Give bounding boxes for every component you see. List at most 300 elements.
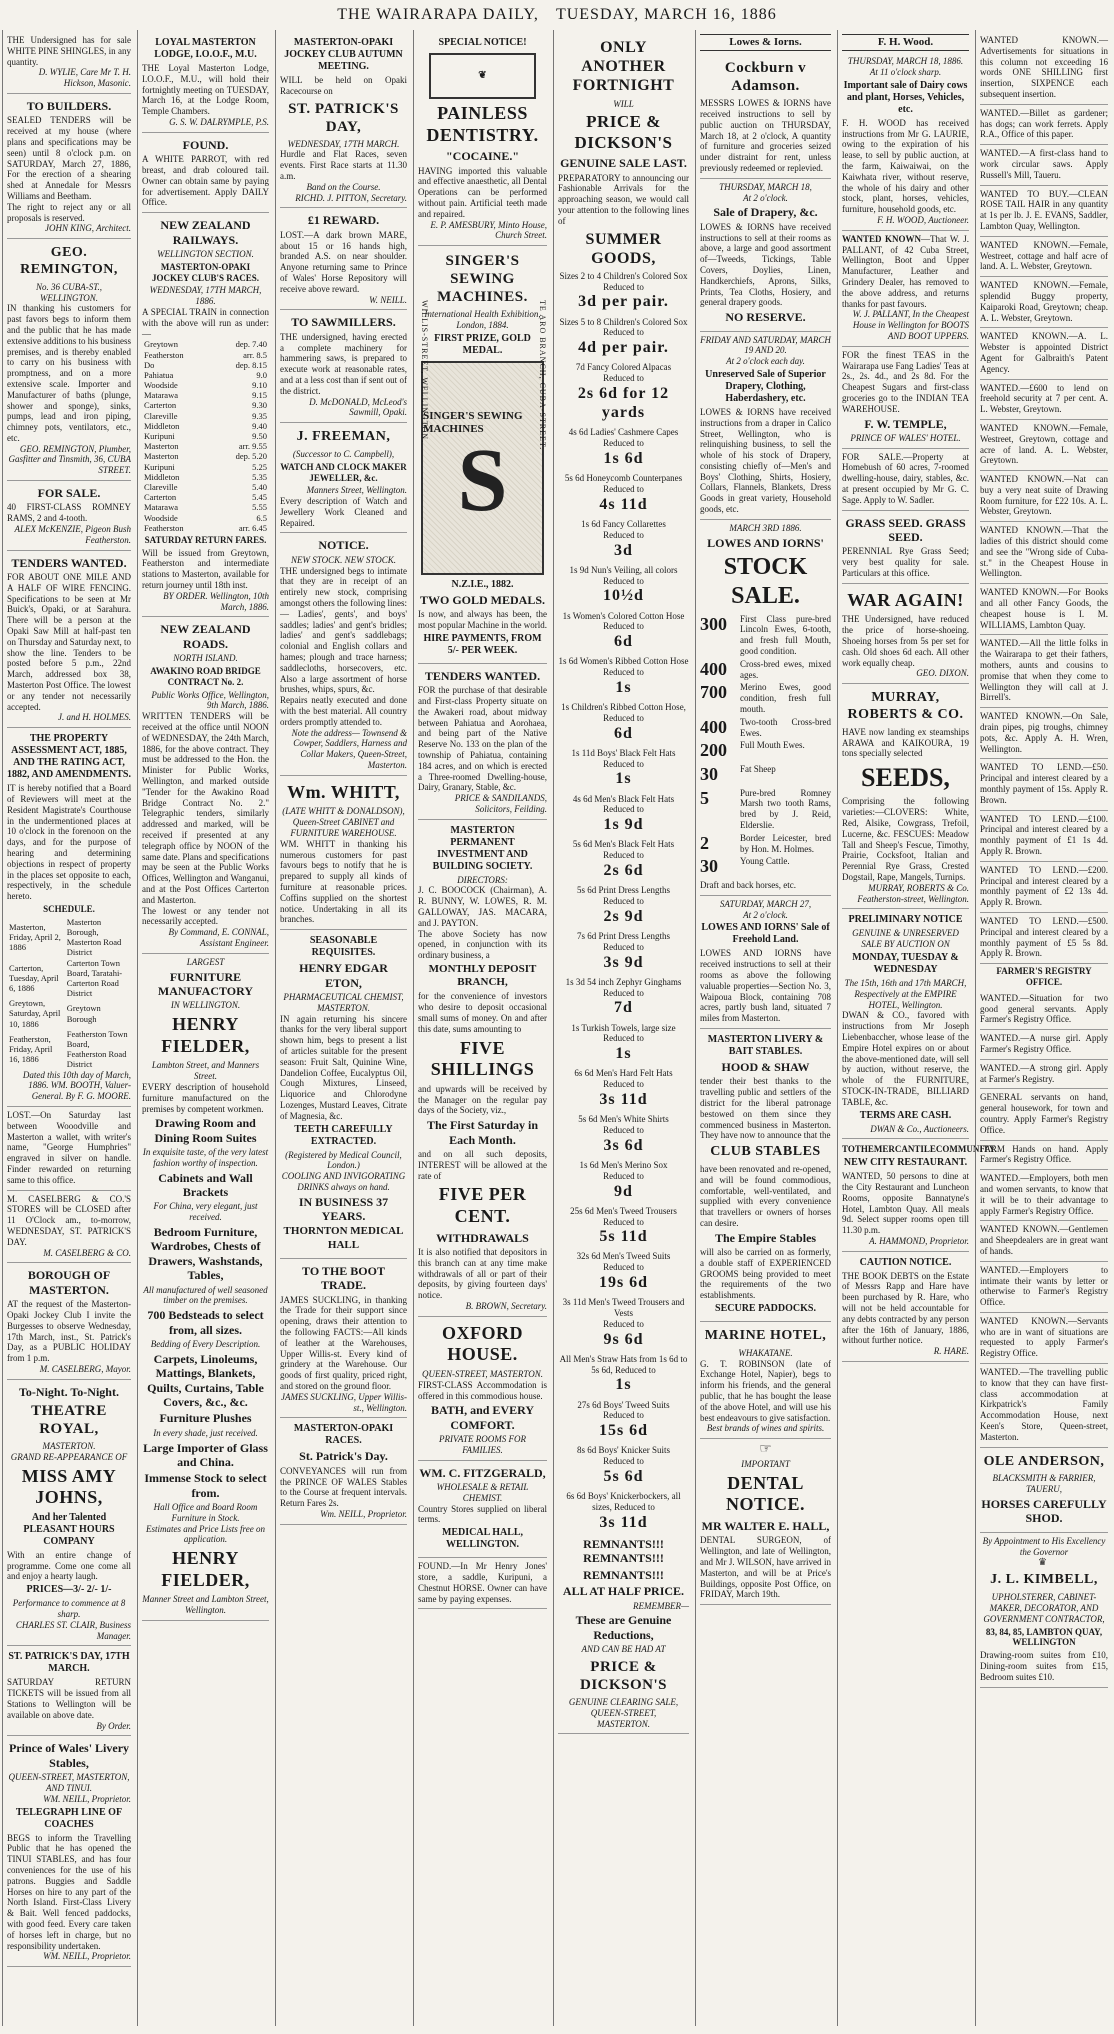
ad-date: WEDNESDAY, 17TH MARCH, 1886. [149,285,262,307]
ad-item: Drawing Room and Dining Room Suites [154,1116,257,1145]
stock-item [700,614,831,657]
ad-kicker: LARGEST [186,956,225,967]
ad-town: MASTERTON. [596,1718,651,1729]
item-price: 3s 9d [603,953,644,971]
station-time: 9.30 [252,400,267,411]
ad-text: DWAN & CO., favored with instructions from Mr Joseph Liebenbaccher, whose lease of the Empire Hotel expires on or about the above-mentioned date, will sell by auction, without reserve, the whole of the FURNITURE, STOCK-IN-TRADE, BILLIARD TABLE, &c. [842,1010,969,1107]
ad-subheading: "COCAINE." [446,149,519,164]
station-name: Featherston [144,349,184,360]
fitzgerald-ad [418,1461,547,1559]
ad-kicker: TOTHEMERCANTILECOMMUNITY. [842,1144,997,1155]
ad-date: MARCH 3RD 1886. [729,522,802,533]
item-price: 15s 6d [598,1422,649,1440]
ad-merchant: HOOD & SHAW [721,1059,810,1074]
ad-signature: RICHD. J. PITTON, Secretary. [295,192,407,203]
table-row [142,482,269,492]
table-row [142,390,269,400]
ad-text: THE undersigned begs to intimate that they are in receipt of an entirely new stock, comprising amongst others the following lines:— Ladies', gents', and boys' saddles; ladies' and gent's bridles; ladies' and gent's saddlebags; colonial and English collars and hames; plough and trace harness; saddlecloths, horsecovers, etc. Also a large assortment of horse brushes, whips, spurs, &c. [280,565,407,695]
item-price: 1s [615,678,632,696]
column-5 [553,30,693,2026]
ad-text: G. T. ROBINSON (late of Exchange Hotel, Napier), begs to inform his friends, and the general public, that he has bought the lease of the above Hotel, and will use his best endeavours to give satisfaction. [700,1358,831,1423]
schedule-heading: SCHEDULE. [43,903,95,914]
ad-item: Bedroom Furniture, Wardrobes, Chests of Drawers, Washstands, Tables, [148,1225,263,1283]
ad-half-price: ALL AT HALF PRICE. [562,1584,685,1599]
item-reduced-label: Reduced to [603,484,644,494]
ad-text: and on all such deposits, INTEREST will be allowed at the rate of [418,1148,547,1181]
ad-text: will also be carried on as formerly, a double staff of EXPERIENCED GROOMS being provided to meet the requirements of the two establishments. [700,1247,831,1301]
item-price: 2s 9d [603,907,644,925]
wanted-ad: WANTED TO LEND.—£50. Principal and interest cleared by a monthly payment of 15s. Apply R. Brown. [980,759,1108,810]
ad-signature: CHARLES ST. CLAIR, Business Manager. [15,1619,131,1641]
stock-sale-ad [700,520,831,896]
schedule-date: Featherston, Friday, April 16, 1886 [9,1033,53,1065]
stock-item [700,682,831,714]
item-price: 3s 11d [599,1513,648,1531]
ad-text: EVERY description of household furniture manufactured on the premises by competent workmen. [142,1081,269,1114]
ad-signature: PRICE & SANDILANDS, Solicitors, Feilding. [454,793,547,814]
price-list [558,271,689,1532]
schedule-date: Masterton, Friday, April 2, 1886 [9,921,61,953]
drapery-sale-ad [700,179,831,332]
price-item [558,1354,689,1395]
ad-subheading: (LATE WHITT & DONALDSON), Queen-Street CABINET and FURNITURE WAREHOUSE. [282,806,405,838]
ad-exhibition: International Health Exhibition, London, 1884. [424,309,541,330]
item-reduced-label: Reduced to [603,1170,644,1181]
wanted-ad: WANTED.—Billet as gardener; has dogs; can work ferrets. Apply R.A., Office of this paper. [980,105,1108,145]
item-description: 1s 6d Women's Ribbed Cotton Hose [558,656,689,667]
item-description: 1s Women's Colored Cotton Hose [562,610,685,621]
stock-count: 30 [700,856,718,877]
ad-signature: B. BROWN, Secretary. [465,1300,547,1311]
ad-text: SEALED TENDERS will be received at my house (where plans and specifications may be seen) until 8 o'clock p.m. on SATURDAY, March 27, 1886, For the erection of a shearing shed at Annedale for Messrs Williams and Beetham. [7,115,131,201]
ad-item-text: Bedding of Every Description. [150,1338,261,1349]
ad-merchant: HENRY FIELDER, [161,1548,250,1590]
ad-text: THE Undersigned has for sale WHITE PINE SHINGLES, in any quantity. [7,35,131,67]
station-time: dep. 8.15 [235,359,267,370]
stock-item [700,740,831,762]
ad-heading: DENTAL NOTICE. [725,1472,805,1515]
singer-side-text-right: TE ARO BRANCH, CUBA-STREET. [538,300,547,451]
item-description: 1s Children's Ribbed Cotton Hose, Reduced to [561,702,686,723]
item-price: 4d per pair. [578,339,669,357]
ad-item: TEETH CAREFULLY EXTRACTED. [294,1123,393,1147]
table-row [7,1029,131,1070]
ad-empire-stables: The Empire Stables [714,1230,817,1245]
ad-text: F. H. WOOD has received instructions from Mr G. LAURIE, owing to the expiration of his lease, to sell by public auction, at the farm, Kaiwaiwai, on the Kaiwhata river, without reserve, the whole of his dairy and other stock, plant, horses, vehicles, furniture, household goods, etc. [842,117,969,215]
wanted-ad: WANTED.—Employers to intimate their wants by letter or otherwise to Farmer's Registry Office. [980,1262,1108,1313]
ad-merchant: F. W. TEMPLE, [864,416,947,431]
item-reduced-label: Reduced to [603,529,644,540]
logo-letter: S [457,430,508,530]
ad-text: WRITTEN TENDERS will be received at the office until NOON of WEDNESDAY, the 24th March, 1886, for the above contract. They must be addressed to the Hon. the Minister for Public Works, Wellington, and marked outside "Tender for the Awakino Road Bridge Contract No. 2." Telegraphic tenders, similarly addressed and marked, will be received if presented at any telegraph office by NOON of the same date. Plans and specifications may be seen at the Public Works Offices, Wellington and Wanganui, and at the Post Offices Carterton and Masterton. [142,711,269,905]
ad-heading: ST. PATRICK'S DAY, 17TH MARCH. [8,1651,130,1675]
ad-text: THE BOOK DEBTS on the Estate of Messrs Rapp and Hare have been purchased by R. Hare, who will not be held accountable for any debts contracted by any person after the 16th of January, 1886, without further notice. [842,1270,969,1346]
tenders-wanted-ad [418,664,547,820]
kimbell-ad [980,1533,1108,1688]
stock-description: Border Leicester, bred by Hon. M. Holmes. [740,832,831,854]
oxford-house-ad [418,1317,547,1461]
schedule-date: Carterton, Tuesday, April 6, 1886 [9,962,59,993]
item-description: 1s 6d Men's Merino Sox [579,1159,668,1170]
ad-day: ST. PATRICK'S DAY, [288,100,399,135]
item-description: Sizes 5 to 8 Children's Colored Sox [559,316,688,327]
price-item [558,1400,689,1441]
item-description: 4s 6d Men's Black Felt Hats [572,793,675,804]
ad-heading: OXFORD HOUSE. [442,1322,523,1365]
station-name: Masterton [144,441,179,452]
column-6 [695,30,835,2026]
wanted-ad: WANTED.—Employers, both men and women servants, to know that it will be to their advantage to apply Farmer's Registry Office. [980,1170,1108,1221]
item-description: 27s 6d Boys' Tweed Suits [577,1399,670,1410]
item-description: 32s 6d Men's Tweed Suits [576,1251,671,1262]
ad-kicker: SPECIAL NOTICE! [438,37,527,48]
item-description: 1s 11d Boys' Black Felt Hats [571,747,676,758]
timetable [142,339,269,533]
stores-closed-ad [7,1191,131,1264]
sawmillers-ad [280,310,407,423]
schedule-district: Carterton Town Board, Taratahi-Carterton Road District [66,957,123,999]
item-price: 1s [615,1376,632,1394]
table-row [142,339,269,349]
ad-address: Manner Street and Lambton Street, Wellington. [142,1594,269,1616]
stock-description: Two-tooth Cross-bred Ewes. [740,716,831,738]
stock-item [700,833,831,855]
ad-signature: BY ORDER. Wellington, 10th March, 1886. [163,590,269,612]
ad-club: MASTERTON-OPAKI JOCKEY CLUB'S RACES. [152,261,259,283]
ad-text: Drawing-room suites from £10, Dining-room suites from £15, Bedroom suites £10. [980,1650,1108,1682]
price-item [558,519,689,560]
murray-seeds-ad [842,684,969,909]
theatre-title: THEATRE ROYAL, [31,1403,107,1438]
ad-heading: PAINLESS DENTISTRY. [426,103,539,145]
item-reduced-label: Reduced to [603,1410,644,1421]
stock-item [700,659,831,681]
race-conveyance-ad [280,1418,407,1524]
station-name: Do [144,359,155,370]
price-item [558,931,689,972]
item-price: 1s [615,1045,632,1063]
price-item [558,1068,689,1109]
price-item [558,427,689,468]
ad-signature: By Order. [96,1720,131,1731]
temple-tea-ad [842,347,969,449]
ad-note: Band on the Course. [306,181,381,192]
ad-heading: GRASS SEED. GRASS SEED. [845,515,966,545]
station-name: Masterton [144,451,179,462]
station-time: arr. 6.45 [238,522,267,533]
ad-text: Hurdle and Flat Races, seven events. First Race starts at 11.30 a.m. [280,149,407,181]
empire-auction-ad [842,909,969,1139]
ornament-logo: ❦ [429,53,536,99]
dentistry-ad [418,32,547,246]
station-name: Middleton [144,471,180,482]
item-price: 9s 6d [603,1330,644,1348]
stock-count: 700 [700,682,727,703]
wanted-ad: WANTED.—A strong girl. Apply at Farmer's Registry. [980,1060,1108,1090]
found-parrot-ad [142,133,269,213]
freehold-sale-ad [700,896,831,1029]
wanted-ad: WANTED KNOWN.—Nat can buy a very neat suite of Drawing Room furniture, for £22 10s. A. L. Webster, Greytown. [980,471,1108,522]
station-name: Matarawa [144,390,178,401]
ad-item-text: Estimates and Price Lists free on application. [146,1523,265,1545]
ad-signature: GEO. REMINGTON, Plumber, Gasfitter and Tinsmith, 36, CUBA STREET. [8,443,131,476]
boot-trade-ad [280,1259,407,1419]
ad-text: LOST.—On Saturday last between Wooodville and Masterton a wallet, with writer's name, "George Humphries" engraved in silver on handle. Finder rewarded on returning same to this office. [7,1109,131,1185]
wanted-ad: WANTED KNOWN.—A. L. Webster is appointed District Agent for Galbraith's Patent Agency. [980,328,1108,379]
section-heading: F. H. Wood. [842,34,969,51]
price-item [558,565,689,606]
singer-logo-image [421,361,544,575]
station-name: Kuripuni [144,461,175,472]
wanted-ad: WANTED KNOWN.—Female, splendid Buggy property, Kaiparoki Road, Greytown; cheap. A. L. Webster, Greytown. [980,277,1108,328]
ad-item: THORNTON MEDICAL HALL [283,1225,404,1251]
unreserved-sale-ad [700,332,831,520]
ad-text: tender their best thanks to the travelling public and settlers of the district for the liberal patronage bestowed on them since they commenced business in Masterton. They have now to announce that the [700,1076,831,1141]
column-3 [275,30,411,2026]
assessment-notice [7,728,131,1107]
ad-street: QUEEN-STREET, [590,1707,657,1718]
ad-seeds: SEEDS, [861,763,950,793]
column-1 [2,30,135,2026]
ad-text: DENTAL SURGEON, of Wellington, and late of Wellington, and Mr J. WILSON, have arrived in Masterton, and will be at Price's Buildings, opposite Post Office, on FRIDAY, March 19th. [700,1535,831,1600]
price-item [558,1297,689,1349]
item-reduced-label: Reduced to [603,896,644,907]
table-row [142,400,269,410]
table-row [142,360,269,370]
ad-text: AT the request of the Masterton-Opaki Jockey Club I invite the Burgesses to observe Wednesday, 17th March, inst., St. Patrick's Day, as a PUBLIC HOLIDAY from 1 p.m. [7,1299,131,1364]
ad-heading: WAR AGAIN! [847,589,964,610]
ad-text: have been renovated and re-opened, and will be found commodious, comfortable, well-ventilated, and supplied with every convenience that travellers or owners of horses can desire. [700,1163,831,1228]
station-time: 5.40 [252,481,267,492]
ad-item: Large Importer of Glass and China. [143,1440,268,1469]
ad-signature: Note the address— Townsend & Cowper, Saddlers, Harness and Collar Makers, Queen-Street, Masterton. [291,727,407,771]
stock-description: Pure-bred Romney Marsh two tooth Rams, bred by J. Reid, Elderslie. [740,787,831,830]
ad-item: Carpets, Linoleums, Mattings, Blankets, Quilts, Curtains, Table Covers, &c., &c. [147,1351,264,1409]
price-item [558,1160,689,1201]
ad-text: IT is hereby notified that a Board of Reviewers will meet at the Resident Magistrate's Courthouse in the undermentioned places at 10 o'clock in the forenoon on the days, and for the purpose of hearing and determining objections in respect of property in the places set opposite to each, respectively, in the schedule hereto. [7,783,131,902]
ad-text: Comprising the following varieties:—CLOVERS: White, Red, Alsike, Cowgrass, Trefoil, Lucerne, &c. FESCUES: Meadow Tall and Sheep's Fescue, Timothy, Prairie, Cocksfoot, Italian and Perennial Rye Grass, Crested Dogstail, Rape, Mangels, Turnips. [842,796,969,882]
ad-subheading: GENUINE & UNRESERVED SALE BY AUCTION ON [852,928,959,950]
railways-ad [142,213,269,617]
rams-for-sale-ad [7,481,131,551]
ad-text: LOWES & IORNS have received instructions to sell at their rooms as above, a large and good assortment of—Tweeds, Tickings, Table Covers, Doylies, Linen, Handkerchiefs, Aprons, Silks, Prints, Tea Cloths, Hosiery, and general drapery goods. [700,221,831,308]
item-price: 5s 11d [599,1228,648,1246]
jockey-club-ad [280,32,407,208]
ad-heading: TELEGRAPH LINE OF COACHES [15,1806,123,1830]
ad-first-saturday: The First Saturday in Each Month. [426,1118,538,1147]
ad-contract: AWAKINO ROAD BRIDGE CONTRACT No. 2. [150,666,261,687]
ad-heading: MURRAY, ROBERTS & CO. [847,690,964,723]
wanted-ad: WANTED TO LEND.—£500. Principal and interest cleared by a monthly payment of £5 5s 8d. Apply R. Brown. [980,913,1108,964]
ad-note: The lowest or any tender not necessarily accepted. [142,905,269,927]
station-time: 9.50 [252,431,267,441]
item-description: 4s 6d Ladies' Cashmere Capes [568,427,679,438]
item-description: 1s 3d 54 inch Zephyr Ginghams [565,976,682,987]
issue-date: TUESDAY, MARCH 16, 1886 [555,6,777,23]
ad-heading: TO SAWMILLERS. [291,315,396,330]
ad-text: THE undersigned, having erected a complete machinery for hammering saws, is prepared to execute work at reasonable rates, and at a less cost than if sent out of the district. [280,331,407,396]
ad-signature: WM. NEILL, Proprietor. [43,1793,131,1804]
ad-text: WANTED, 50 persons to dine at the City Restaurant and Luncheon Rooms, opposite Bannatyne's Hotel, Lambton Quay. All meals 9d. Select supper rooms open till 11.30 p.m. [842,1171,969,1236]
price-item [558,839,689,880]
table-row [7,917,131,958]
ad-text: IN thanking his customers for past favors begs to inform them and the public that he has made extensive additions to his business premises, and is thereby enabled to carry on his business with promptness, and on a more extensive scale. Importer and Manufacturer of baths (plunge, shower and sponge), sinks, pumps, lead and iron piping, chimney pots, ventilators, etc., etc. [7,303,131,443]
station-time: 5.55 [252,502,267,513]
ad-text: 40 FIRST-CLASS ROMNEY RAMS, 2 and 4-tooth. [7,502,131,524]
ad-item-text: COOLING AND INVIGORATING DRINKS always on hand. [281,1171,406,1192]
ad-date: WEDNESDAY, 17TH MARCH. [287,138,400,149]
ad-heading: SINGER'S SEWING MACHINES. [437,253,528,306]
station-time: arr. 8.5 [243,349,267,360]
ole-anderson-ad [980,1448,1108,1533]
table-row [142,523,269,533]
royal-crest-icon: ♛ [1038,1557,1050,1569]
ad-directors: J. C. BOOCOCK (Chairman), A. R. BUNNY, W. LOWES, R. M. GALLOWAY, JAS. MACARA, and J. PAYTON. [418,885,547,928]
found-horse-ad [418,1558,547,1609]
ad-text: PREPARATORY to announcing our Fashionable Arrivals for the approaching season, we would call your attention to the following lines of [558,172,689,226]
saddlery-ad [280,533,407,775]
stock-count: 5 [700,787,709,808]
ad-heading: THE PROPERTY ASSESSMENT ACT, 1885, AND THE RATING ACT, 1882, AND AMENDMENTS. [7,733,131,781]
item-reduced-label: Reduced to [603,1033,644,1044]
item-reduced-label: Reduced to [603,327,644,338]
ad-heading: Wm. WHITT, [287,781,400,802]
price-item [558,1445,689,1486]
ad-prize: FIRST PRIZE, GOLD MEDAL. [434,332,531,356]
column-4 [413,30,551,2026]
item-price: 5s 6d [603,1468,644,1485]
item-description: 5s 6d Honeycomb Counterpanes [564,473,683,484]
item-price: 3s 11d [599,1090,648,1108]
price-item [558,1206,689,1247]
ad-signature: By Command, E. CONNAL, Assistant Engineer. [168,927,269,948]
ad-text: Every description of Watch and Jewellery Work Cleaned and Repaired. [280,496,407,528]
item-reduced-label: Reduced to [603,438,644,449]
table-row [142,380,269,390]
item-reduced-label: Reduced to [603,1456,644,1467]
ad-heading: NEW CITY RESTAURANT. [843,1157,968,1169]
item-price: 10½d [603,587,644,605]
shingles-ad [7,32,131,94]
caution-notice-ad [842,1252,969,1362]
singer-side-text-left: WILLIS-STREET, WELLINGTON. [420,300,429,444]
price-item [558,885,689,926]
theatre-star: MISS AMY JOHNS, [21,1465,117,1508]
ad-text: FOR the purchase of that desirable and First-class Property situate on the Awakeri road, about midway between Pahiatua and Aorohaea, and being part of the Native Reserve No. 133 on the plan of the township of Pahiatua, containing 184 acres, and on which is erected a Three-roomed Dwelling-house, Dairy, Granary, Stable, &c. [418,685,547,793]
ad-office: Public Works Office, Wellington, 9th March, 1886. [151,689,269,711]
ad-text: THE Loyal Masterton Lodge, I.O.O.F., M.U., will hold their fortnightly meeting on TUESDAY, March 16, at the Lodge Room, Temple Chambers. [142,63,269,117]
ad-signature: A. HAMMOND, Proprietor. [869,1235,969,1246]
ad-year: N.Z.I.E., 1882. [451,578,514,590]
ad-heading: MASTERTON-OPAKI RACES. [293,1423,394,1447]
ad-signature: R. HARE. [933,1346,969,1357]
ad-heading: Unreserved Sale of Superior Drapery, Clothing, Haberdashery, etc. [705,368,826,404]
ad-heading: HENRY EDGAR ETON, [299,961,388,990]
schedule-date: Greytown, Saturday, April 10, 1886 [9,998,61,1029]
ad-time: At 2 o'clock. [743,909,788,920]
item-reduced-label: Reduced to [603,281,644,292]
ad-address: 83, 84, 85, LAMBTON QUAY, WELLINGTON [985,1626,1103,1648]
station-name: Woodside [144,380,178,391]
item-price: 1s 6d [603,450,644,468]
ad-hire: HIRE PAYMENTS, FROM 5/- PER WEEK. [423,632,542,656]
ad-item-text: Hall Office and Board Room Furniture in Stock. [153,1502,258,1523]
station-name: Greytown [144,339,178,350]
ad-address: Lambton Street, and Manners Street. [151,1060,260,1082]
stock-description: Young Cattle. [740,856,790,867]
ad-text: HAVING imported this valuable and effective anaesthetic, all Dental Operations can be performed without pain. Artificial teeth made and repaired. [418,165,547,219]
ad-place: IN WELLINGTON. [170,1000,241,1011]
ad-item: IN BUSINESS 37 YEARS. [298,1194,389,1224]
ad-heading: WM. C. FITZGERALD, [419,1465,546,1480]
ad-five-shillings: FIVE SHILLINGS [430,1037,535,1080]
ad-place: WHAKATANE. [738,1347,793,1358]
item-price: 7d [614,999,633,1017]
ad-text: IN again returning his sincere thanks for the very liberal support shown him, begs to present a list of articles suitable for the present season: Fruit Salt, Quinine Wine, Dandelion Coffee, Eucalyptus Oil, Cough Mixtures, Linseed, Liquorice and Chlorodyne Lozenges, Mustard Leaves, Citrate of Magnesia, &c. [280,1013,407,1121]
ad-text: M. CASELBERG & CO.'S STORES will be CLOSED after 11 O'Clock am., to-morrow, WEDNESDAY, ST. PATRICK'S DAY. [7,1193,131,1247]
ad-text: CONVEYANCES will run from the PRINCE OF WALES Stables to the Course at frequent intervals. Return Fares 2s. [280,1465,407,1509]
item-description: 7s 6d Print Dress Lengths [577,931,670,942]
table-row [7,998,131,1029]
item-description: 5s 6d Men's Black Felt Hats [572,839,675,850]
ad-will: WILL [613,98,634,109]
table-row [142,421,269,431]
schedule-district: Greytown Borough [66,1003,101,1024]
eton-chemist-ad [280,930,407,1259]
ad-text: The above Society has now opened, in conjunction with its ordinary business, a [418,928,547,961]
item-reduced-label: Reduced to [603,1318,644,1329]
whitt-ad [280,776,407,930]
ad-day: St. Patrick's Day. [299,1449,388,1464]
table-row [142,462,269,472]
ad-heading: MARINE HOTEL, [704,1328,827,1344]
stock-item [700,856,831,878]
wanted-ad: GENERAL servants on hand, general housework, for town and country. Apply Farmer's Registry Office. [980,1089,1108,1140]
ad-text: PERENNIAL Rye Grass Seed; very best quality for sale. Particulars at this office. [842,546,969,579]
station-name: Woodside [144,512,178,523]
ad-item-text: For China, very elegant, just received. [153,1201,258,1223]
ad-text: for the convenience of investors who desire to deposit occasional small sums of money. On and after this date, sums amounting to [418,991,547,1034]
ad-bath: BATH, and EVERY COMFORT. [430,1403,535,1432]
stock-count: 400 [700,658,727,679]
ad-heading: NOTICE. [318,538,369,553]
item-reduced-label: Reduced to [603,1079,644,1090]
item-description: 6s 6d Boys' Knickerbockers, all sizes, Reduced to [566,1491,681,1512]
ad-item: Furniture Plushes [159,1411,252,1426]
item-price: 2s 6d [603,862,644,880]
ad-signature: JAMES SUCKLING, Upper Willis-st., Wellington. [281,1391,407,1413]
ad-date: SATURDAY, MARCH 27, [719,898,812,909]
ad-heading: TENDERS WANTED. [424,668,541,683]
ad-trade: WATCH AND CLOCK MAKER JEWELLER, &c. [280,461,407,483]
dental-notice-ad [700,1439,831,1605]
restaurant-ad [842,1139,997,1251]
stock-item [700,764,831,786]
item-description: 8s 6d Boys' Knicker Suits [576,1445,671,1456]
station-time: 5.35 [252,471,267,482]
table-row [142,350,269,360]
ad-note: The 15th, 16th and 17th MARCH, Respectively at the EMPIRE HOTEL, Wellington. [844,977,967,1010]
ad-heading: STOCK SALE. [723,554,808,609]
item-price: 2s 6d for 12 yards [577,385,670,422]
lodge-notice [142,32,269,133]
ad-signature: DWAN & Co., Auctioneers. [870,1123,969,1134]
wanted-ad: WANTED.—The travelling public to know that they can have first-class accommodation at Kirkpatrick's Family Accommodation House, next Keen's Store, Queen-street, Masterton. [980,1364,1108,1448]
marine-hotel-ad [700,1322,831,1439]
ad-text: HORSES CAREFULLY SHOD. [981,1497,1107,1526]
ad-heading: MASTERTON-OPAKI JOCKEY CLUB AUTUMN MEETING. [284,37,403,72]
cockburn-sale-ad [700,53,831,179]
